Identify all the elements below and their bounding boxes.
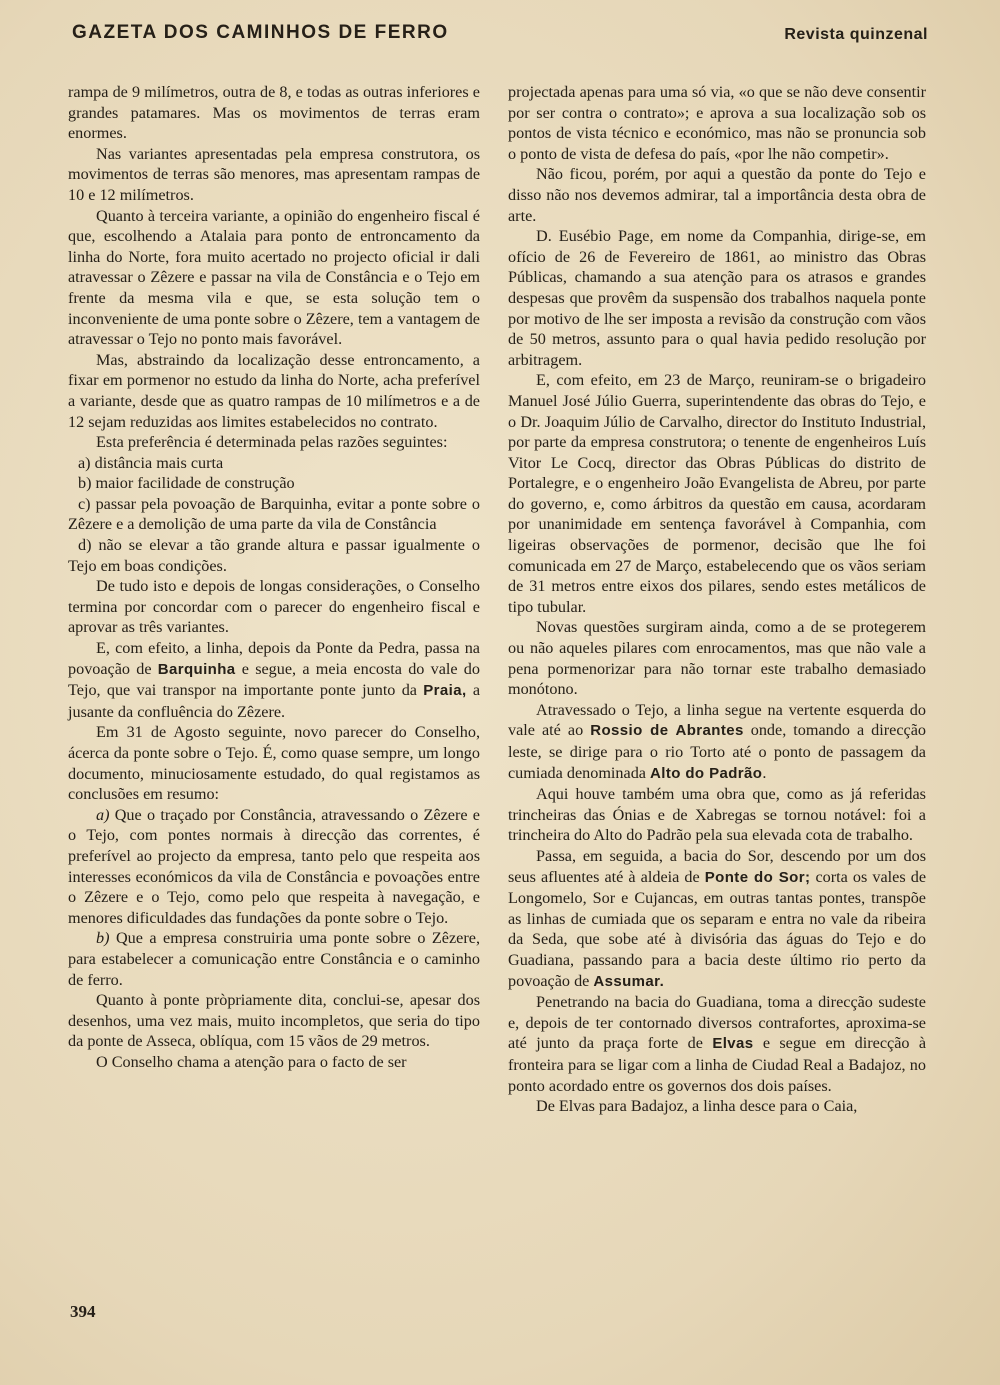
publication-title: GAZETA DOS CAMINHOS DE FERRO bbox=[72, 22, 449, 43]
text-span: Que a empresa construiria uma ponte sobre o Zêzere, para estabelecer a comunicação entre Constância e o caminho de ferro. bbox=[68, 929, 480, 989]
paragraph: Esta preferência é determinada pelas razões seguintes: bbox=[96, 433, 448, 452]
place-name: Ponte do Sor; bbox=[704, 868, 811, 886]
item-label: a) bbox=[96, 805, 110, 824]
publication-subtitle: Revista quinzenal bbox=[784, 26, 928, 43]
place-name: Barquinha bbox=[157, 660, 236, 678]
place-name: Assumar. bbox=[593, 972, 665, 990]
paragraph: Quanto à ponte pròpriamente dita, conclui-se, apesar dos desenhos, uma vez mais, muito incompletos, que seria do tipo da ponte de Asseca, oblíqua, com 15 vãos de 29 metros. bbox=[68, 991, 480, 1051]
right-column bbox=[508, 82, 926, 1117]
paragraph: De tudo isto e depois de longas considerações, o Conselho termina por concordar com o parecer do engenheiro fiscal e aprovar as três variantes. bbox=[68, 577, 480, 637]
paragraph: D. Eusébio Page, em nome da Companhia, dirige-se, em ofício de 26 de Fevereiro de 1861, ao ministro das Obras Públicas, chamando a sua atenção para os atrasos e grandes despesas que provêm da suspensão dos trabalhos naquela ponte por motivo de lhe ser imposta a revisão da construção com vãos de 50 metros, assunto para o qual havia pedido resolução por arbitragem. bbox=[508, 227, 926, 369]
text-span: e segue em direcção à fronteira para se ligar com a linha de Ciudad Real a Badajoz, no ponto acordado entre os governos dos dois países. bbox=[508, 1034, 927, 1095]
text-span: e segue, a meia encosta do vale do Tejo, que vai transpor na importante ponte junto da bbox=[68, 659, 480, 700]
list-item: d) não se elevar a tão grande altura e passar igualmente o Tejo em boas condições. bbox=[68, 536, 480, 575]
text-span: onde, tomando a direcção leste, se dirige para o rio Torto até o ponto de passagem da cumiada denominada bbox=[508, 721, 926, 782]
paragraph: Em 31 de Agosto seguinte, novo parecer do Conselho, ácerca da ponte sobre o Tejo. É, como quase sempre, um longo documento, minuciosamente estudado, do qual registamos as conclusões em resumo: bbox=[68, 723, 480, 804]
page-header bbox=[72, 18, 928, 50]
place-name: Elvas bbox=[712, 1035, 754, 1053]
paragraph: E, com efeito, em 23 de Março, reuniram-se o brigadeiro Manuel José Júlio Guerra, superintendente das obras do Tejo, e o Dr. Joaquim Júlio de Carvalho, director do Instituto Industrial, por parte da empresa construtora; o tenente de engenheiros Luís Vitor Le Cocq, director das Obras Públicas do distrito de Portalegre, e o engenheiro João Evangelista de Abreu, por parte do governo, e, como árbitros da questão em causa, acordaram por unanimidade em sentença favorável à Companhia, com ligeiras observações de pormenor, decisão que lhe foi comunicada em 27 de Março, estabelecendo que os vãos seriam de 31 metros entre eixos dos pilares, sendo estes metálicos de tipo tubular. bbox=[508, 371, 926, 616]
paragraph bbox=[508, 992, 926, 1096]
text-span: Atravessado o Tejo, a linha segue na vertente esquerda do vale até ao bbox=[508, 700, 926, 740]
text-span: Que o traçado por Constância, atravessando o Zêzere e o Tejo, com pontes normais à direcção das correntes, é preferível ao projecto da empresa, tanto pelo que respeita aos interesses económicos da vila de Constância e povoações entre o Zêzere e o Tejo, como pelo que respeita à navegação, e menores dificuldades das fundações da ponte sobre o Tejo. bbox=[68, 805, 480, 927]
text-span: E, com efeito, a linha, depois da Ponte da Pedra, passa na povoação de bbox=[68, 639, 480, 678]
paragraph: Nas variantes apresentadas pela empresa construtora, os movimentos de terras são menores, mas apresentam rampas de 10 e 12 milímetros. bbox=[68, 144, 480, 204]
paragraph: Novas questões surgiram ainda, como a de se protegerem ou não aqueles pilares com enrocamentos, mas que não vale a pena pormenorizar para não tornar este trabalho demasiado monótono. bbox=[508, 618, 926, 699]
paragraph: O Conselho chama a atenção para o facto de ser bbox=[96, 1052, 407, 1071]
text-span: a jusante da confluência do Zêzere. bbox=[68, 681, 481, 721]
paragraph: De Elvas para Badajoz, a linha desce para o Caia, bbox=[536, 1097, 858, 1116]
paragraph: Não ficou, porém, por aqui a questão da ponte do Tejo e disso não nos devemos admirar, tal a importância desta obra de arte. bbox=[508, 165, 926, 225]
paragraph: Mas, abstraindo da localização desse entroncamento, a fixar em pormenor no estudo da linha do Norte, acha preferível a variante, desde que as quatro rampas de 10 milímetros e a de 12 sejam reduzidas aos limites estabelecidos no contrato. bbox=[68, 350, 480, 431]
paragraph bbox=[68, 638, 480, 722]
list-item: b) maior facilidade de construção bbox=[78, 474, 295, 493]
paragraph bbox=[68, 928, 480, 990]
text-span: Penetrando na bacia do Guadiana, toma a direcção sudeste e, depois de ter contornado diversos contrafortes, aproxima-se até junto da praça forte de bbox=[508, 993, 926, 1053]
place-name: Rossio de Abrantes bbox=[590, 722, 744, 740]
item-label: b) bbox=[96, 929, 110, 948]
paragraph: rampa de 9 milímetros, outra de 8, e todas as outras inferiores e grandes patamares. Mas os movimentos de terras eram enormes. bbox=[68, 83, 480, 143]
text-span: corta os vales de Longomelo, Sor e Cujancas, em outras tantas pontes, transpõe as linhas de cumiada que os separam e entra no vale da ribeira da Seda, que sobe até à divisória das águas do Tejo e do Guadiana, passando para a bacia deste último rio perto da povoação de bbox=[508, 867, 927, 990]
list-item: a) distância mais curta bbox=[78, 453, 224, 472]
list-item: c) passar pela povoação de Barquinha, evitar a ponte sobre o Zêzere e a demolição de uma parte da vila de Constância bbox=[68, 494, 480, 534]
place-name: Alto do Padrão bbox=[650, 764, 763, 782]
paragraph: Quanto à terceira variante, a opinião do engenheiro fiscal é que, escolhendo a Atalaia para ponto de entroncamento da linha do Norte, fora muito acertado no projecto oficial ir dali atravessar o Zêzere e passar na vila de Constância e o Tejo em frente da mesma vila e que, se esta solução tem o inconveniente de uma ponte sobre o Zêzere, tem a vantagem de atravessar o Tejo no ponto mais favorável. bbox=[68, 206, 480, 349]
paragraph: Aqui houve também uma obra que, como as já referidas trincheiras das Ónias e de Xabregas se tornou notável: foi a trincheira do Alto do Padrão pela sua elevada cota de trabalho. bbox=[508, 785, 926, 845]
page-number: 394 bbox=[70, 1302, 96, 1321]
paragraph: projectada apenas para uma só via, «o que se não deve consentir por ser contra o contrato»; e aprova a sua localização sob os pontos de vista técnico e económico, mas não se pronuncia sob o ponto de vista de defesa do país, «por lhe não competir». bbox=[508, 83, 926, 163]
text-span: Passa, em seguida, a bacia do Sor, descendo por um dos seus afluentes até à aldeia de bbox=[508, 846, 926, 886]
paragraph bbox=[508, 846, 926, 992]
paragraph bbox=[68, 805, 480, 929]
paragraph bbox=[508, 700, 926, 784]
left-column bbox=[68, 82, 480, 1073]
text-span: . bbox=[762, 763, 767, 782]
place-name: Praia, bbox=[423, 682, 467, 700]
